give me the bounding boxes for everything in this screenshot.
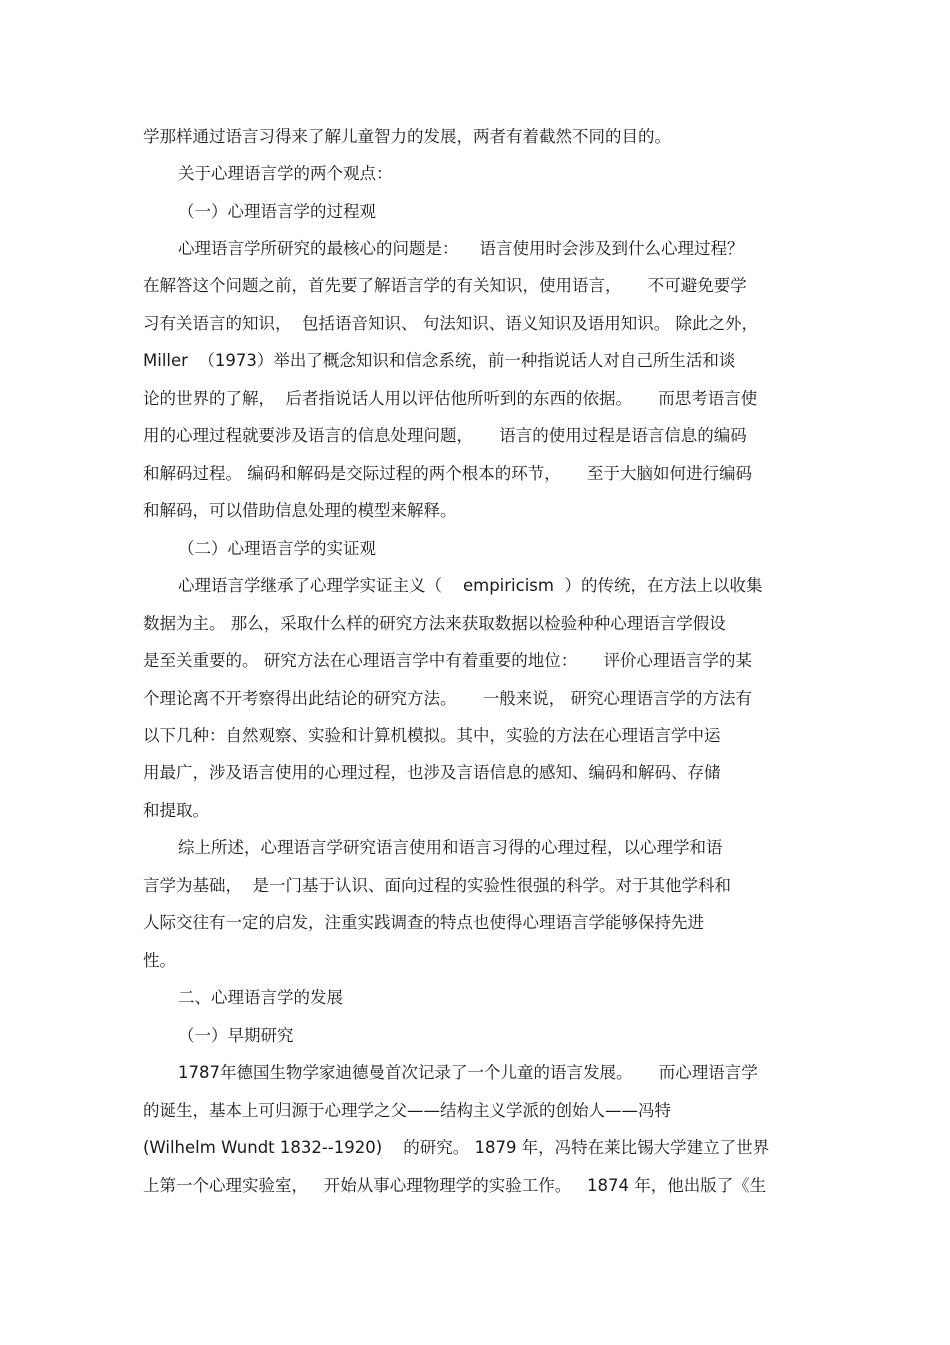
- text-line: 论的世界的了解， 后者指说话人用以评估他所听到的东西的依据。 而思考语言使: [143, 389, 758, 408]
- text-line: 习有关语言的知识， 包括语音知识、 句法知识、语义知识及语用知识。 除此之外，: [143, 314, 758, 333]
- text-line: 心理语言学继承了心理学实证主义（ empiricism ）的传统，在方法上以收集: [178, 576, 763, 595]
- text-line: 心理语言学所研究的最核心的问题是： 语言使用时会涉及到什么心理过程？: [178, 239, 744, 258]
- text-line: 的诞生，基本上可归源于心理学之父——结构主义学派的创始人——冯特: [143, 1101, 671, 1120]
- text-line: (Wilhelm Wundt 1832--1920) 的研究。 1879 年，冯特在莱比锡大学建立了世界: [143, 1138, 770, 1157]
- text-line: Miller （1973）举出了概念知识和信念系统，前一种指说话人对自己所生活和谈: [143, 351, 736, 370]
- text-line: 用的心理过程就要涉及语言的信息处理问题， 语言的使用过程是语言信息的编码: [143, 426, 747, 445]
- text-line: 综上所述，心理语言学研究语言使用和语言习得的心理过程，以心理学和语: [178, 838, 723, 857]
- text-line: 在解答这个问题之前，首先要了解语言学的有关知识，使用语言， 不可避免要学: [143, 276, 747, 295]
- text-line: 言学为基础， 是一门基于认识、面向过程的实验性很强的科学。对于其他学科和: [143, 876, 731, 895]
- text-line: 是至关重要的。 研究方法在心理语言学中有着重要的地位： 评价心理语言学的某: [143, 651, 752, 670]
- text-line: 关于心理语言学的两个观点：: [178, 164, 393, 183]
- section-heading: （二）心理语言学的实证观: [178, 539, 376, 558]
- text-line: 和提取。: [143, 801, 209, 820]
- text-line: 个理论离不开考察得出此结论的研究方法。 一般来说， 研究心理语言学的方法有: [143, 689, 752, 708]
- text-line: 和解码过程。 编码和解码是交际过程的两个根本的环节， 至于大脑如何进行编码: [143, 464, 752, 483]
- section-heading: 二、心理语言学的发展: [178, 988, 343, 1007]
- text-line: 1787年德国生物学家迪德曼首次记录了一个儿童的语言发展。 而心理语言学: [178, 1063, 758, 1082]
- text-line: 和解码，可以借助信息处理的模型来解释。: [143, 501, 457, 520]
- section-heading: （一）心理语言学的过程观: [178, 202, 376, 221]
- text-line: 上第一个心理实验室， 开始从事心理物理学的实验工作。 1874 年，他出版了《生: [143, 1176, 767, 1195]
- section-heading: （一）早期研究: [178, 1026, 294, 1045]
- text-line: 用最广，涉及语言使用的心理过程，也涉及言语信息的感知、编码和解码、存储: [143, 763, 721, 782]
- text-line: 人际交往有一定的启发，注重实践调查的特点也使得心理语言学能够保持先进: [143, 913, 704, 932]
- text-line: 性。: [143, 951, 176, 970]
- text-line: 以下几种：自然观察、实验和计算机模拟。其中，实验的方法在心理语言学中运: [143, 726, 721, 745]
- text-line: 学那样通过语言习得来了解儿童智力的发展，两者有着截然不同的目的。: [143, 127, 671, 146]
- text-line: 数据为主。 那么，采取什么样的研究方法来获取数据以检验种种心理语言学假设: [143, 614, 726, 633]
